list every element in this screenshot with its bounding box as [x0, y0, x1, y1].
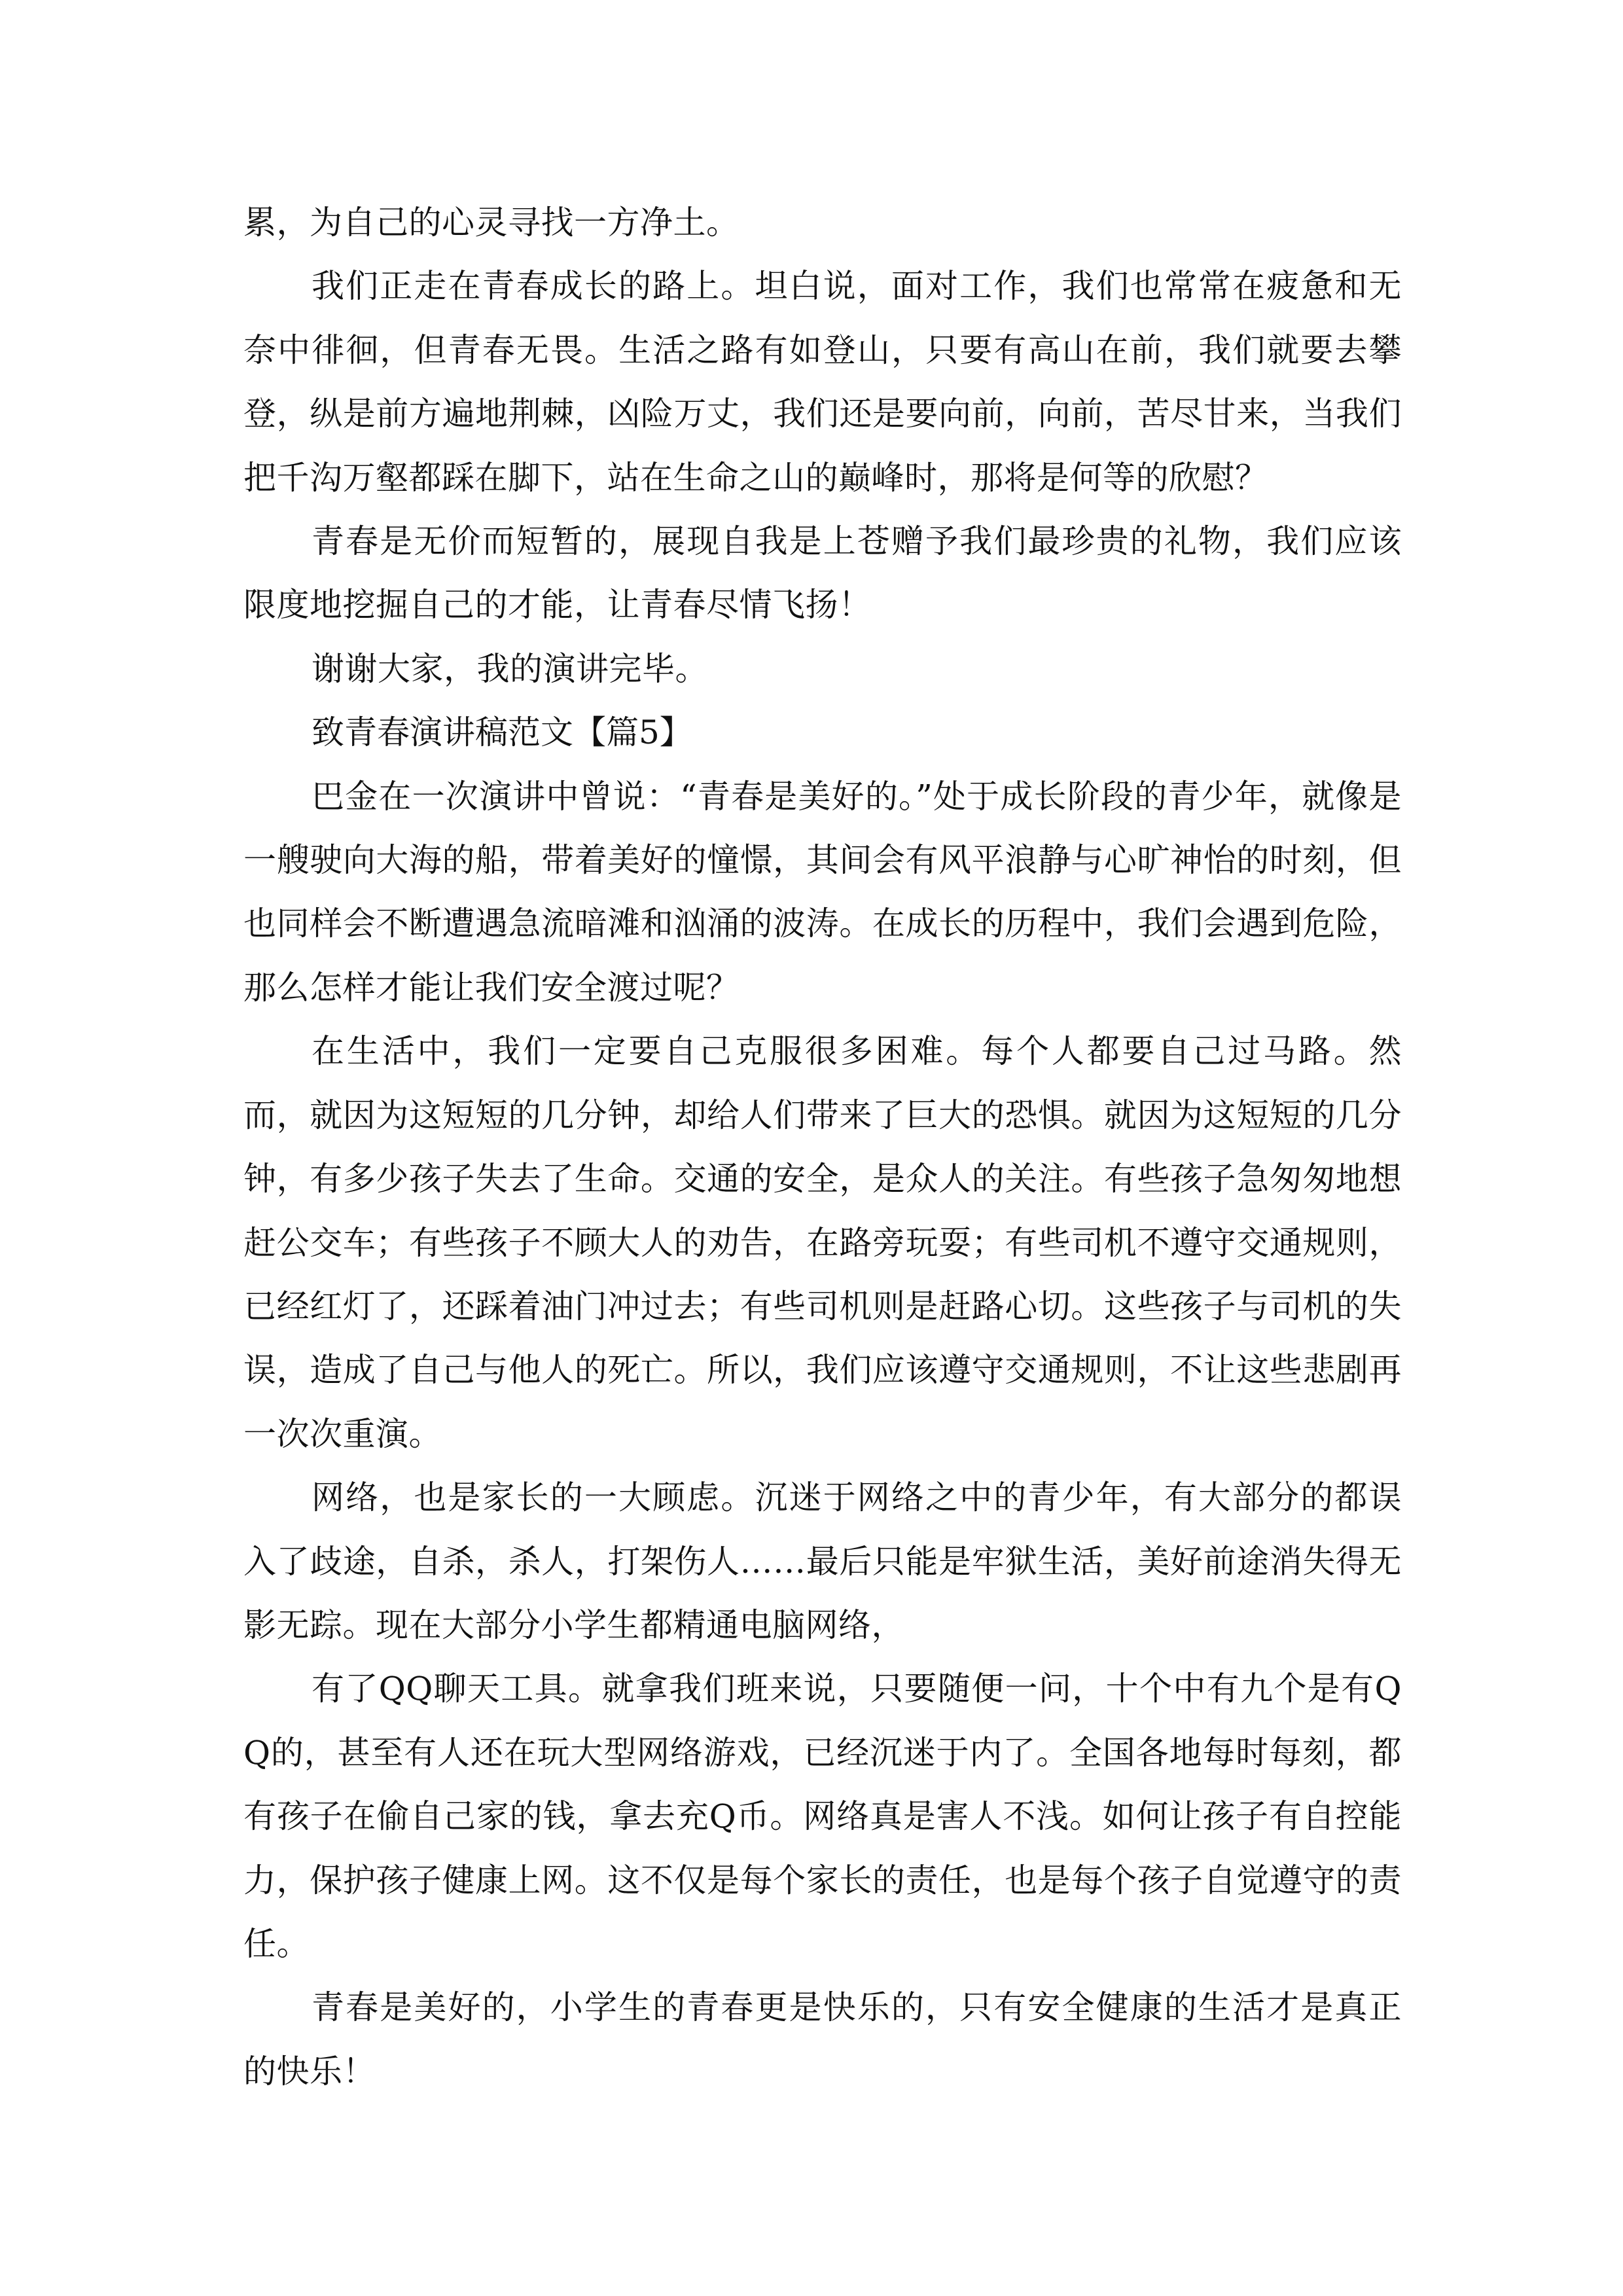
paragraph-continuation: 累，为自己的心灵寻找一方净土。	[243, 204, 740, 242]
paragraph-internet-concern: 网络，也是家长的一大顾虑。沉迷于网络之中的青少年，有大部分的都误入了歧途，自杀，杀人，打架伤人……最后只能是牢狱生活，美好前途消失得无影无踪。现在大部分小学生都精通电脑网络，	[243, 1479, 1402, 1644]
paragraph-youth-road: 我们正走在青春成长的路上。坦白说，面对工作，我们也常常在疲惫和无奈中徘徊，但青春无畏。生活之路有如登山，只要有高山在前，我们就要去攀登，纵是前方遍地荆棘，凶险万丈，我们还是要向前，向前，苦尽甘来，当我们把千沟万壑都踩在脚下，站在生命之山的巅峰时，那将是何等的欣慰？	[243, 267, 1402, 497]
paragraph-qq-games: 有了QQ聊天工具。就拿我们班来说，只要随便一问，十个中有九个是有QQ的，甚至有人还在玩大型网络游戏，已经沉迷于内了。全国各地每时每刻，都有孩子在偷自己家的钱，拿去充Q币。网络真是害人不浅。如何让孩子有自控能力，保护孩子健康上网。这不仅是每个家长的责任，也是每个孩子自觉遵守的责任。	[243, 1670, 1402, 1963]
section-heading-part-5: 致青春演讲稿范文【篇5】	[312, 713, 692, 752]
paragraph-thanks: 谢谢大家，我的演讲完毕。	[312, 649, 708, 688]
paragraph-traffic-safety: 在生活中，我们一定要自己克服很多困难。每个人都要自己过马路。然而，就因为这短短的几分钟，却给人们带来了巨大的恐惧。就因为这短短的几分钟，有多少孩子失去了生命。交通的安全，是众人的关注。有些孩子急匆匆地想赶公交车；有些孩子不顾大人的劝告，在路旁玩耍；有些司机不遵守交通规则，已经红灯了，还踩着油门冲过去；有些司机则是赶路心切。这些孩子与司机的失误，造成了自己与他人的死亡。所以，我们应该遵守交通规则，不让这些悲剧再一次次重演。	[243, 1032, 1402, 1453]
text-column	[243, 191, 1402, 2104]
paragraph-bajin-quote: 巴金在一次演讲中曾说：“青春是美好的。”处于成长阶段的青少年，就像是一艘驶向大海的船，带着美好的憧憬，其间会有风平浪静与心旷神怡的时刻，但也同样会不断遭遇急流暗滩和汹涌的波涛。在成长的历程中，我们会遇到危险，那么怎样才能让我们安全渡过呢？	[243, 777, 1402, 1007]
paragraph-youth-priceless: 青春是无价而短暂的，展现自我是上苍赠予我们最珍贵的礼物，我们应该限度地挖掘自己的才能，让青春尽情飞扬！	[243, 522, 1402, 624]
paragraph-conclusion: 青春是美好的，小学生的青春更是快乐的，只有安全健康的生活才是真正的快乐！	[243, 1988, 1402, 2090]
